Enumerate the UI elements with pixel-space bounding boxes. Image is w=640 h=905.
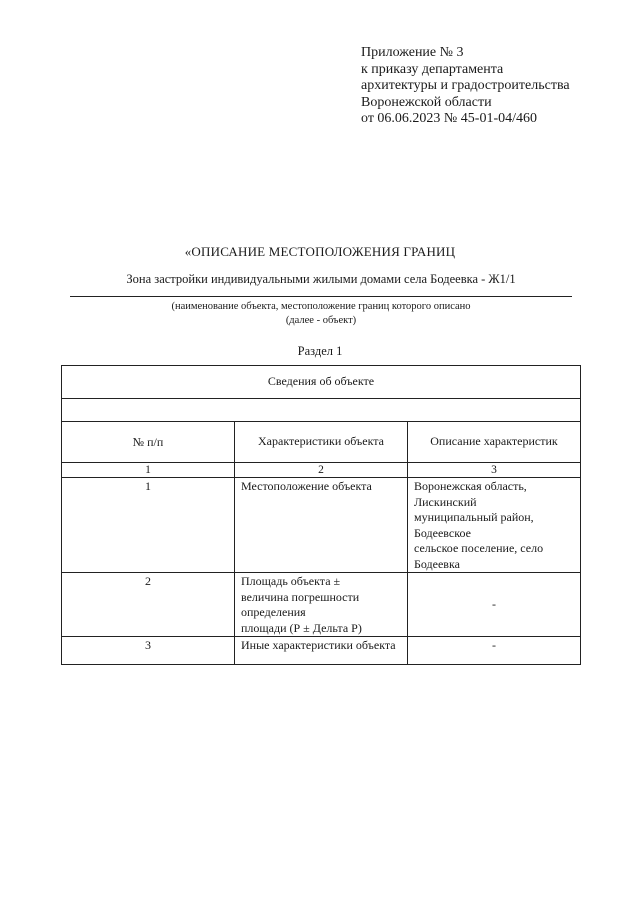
header-num: № п/п [62, 422, 235, 463]
header-description: Описание характеристик [408, 422, 581, 463]
table-row [62, 478, 581, 573]
characteristic-line: площади (Р ± Дельта Р) [241, 620, 362, 635]
object-caption [70, 300, 572, 328]
zone-name: Зона застройки индивидуальными жилыми домами села Бодеевка - Ж1/1 [126, 272, 516, 286]
header-characteristics: Характеристики объекта [235, 422, 408, 463]
description-line: муниципальный район, Бодеевское [414, 510, 534, 540]
document-title: «ОПИСАНИЕ МЕСТОПОЛОЖЕНИЯ ГРАНИЦ [184, 244, 456, 259]
caption-line: (далее - объект) [285, 315, 357, 326]
underline-divider [70, 296, 572, 297]
table-title-row [62, 366, 581, 399]
object-info-table [61, 365, 581, 665]
description-line: сельское поселение, село Бодеевка [414, 541, 544, 571]
row-num: 3 [62, 637, 235, 665]
caption-line: (наименование объекта, местоположение границ которого описано [171, 301, 471, 312]
table-row [62, 573, 581, 637]
row-characteristic [235, 637, 408, 665]
row-num: 1 [62, 478, 235, 573]
appendix-line: Воронежской области [361, 94, 492, 110]
column-number: 3 [408, 463, 581, 478]
row-description [408, 637, 581, 665]
column-number: 1 [62, 463, 235, 478]
table-empty-row [62, 399, 581, 422]
description-line: - [492, 638, 496, 652]
appendix-block [361, 45, 570, 128]
table-title: Сведения об объекте [62, 366, 581, 399]
characteristic-line: Площадь объекта ± [241, 574, 341, 588]
column-number-row [62, 463, 581, 478]
characteristic-line: Местоположение объекта [241, 479, 372, 493]
appendix-line: архитектуры и градостроительства [361, 78, 570, 93]
characteristic-line: Иные характеристики объекта [241, 638, 396, 652]
appendix-line: от 06.06.2023 № 45-01-04/460 [361, 111, 538, 126]
table-row [62, 637, 581, 665]
appendix-line: к приказу департамента [361, 61, 504, 77]
empty-cell [62, 399, 581, 422]
row-characteristic [235, 573, 408, 637]
description-line: - [492, 597, 496, 612]
row-description [408, 478, 581, 573]
appendix-line: Приложение № 3 [361, 45, 464, 60]
section-label: Раздел 1 [297, 344, 343, 358]
column-number: 2 [235, 463, 408, 478]
row-num: 2 [62, 573, 235, 637]
row-description [408, 573, 581, 637]
table-header-row [62, 422, 581, 463]
row-characteristic [235, 478, 408, 573]
characteristic-line: величина погрешности определения [241, 589, 360, 619]
description-line: Воронежская область, Лискинский [414, 479, 527, 509]
